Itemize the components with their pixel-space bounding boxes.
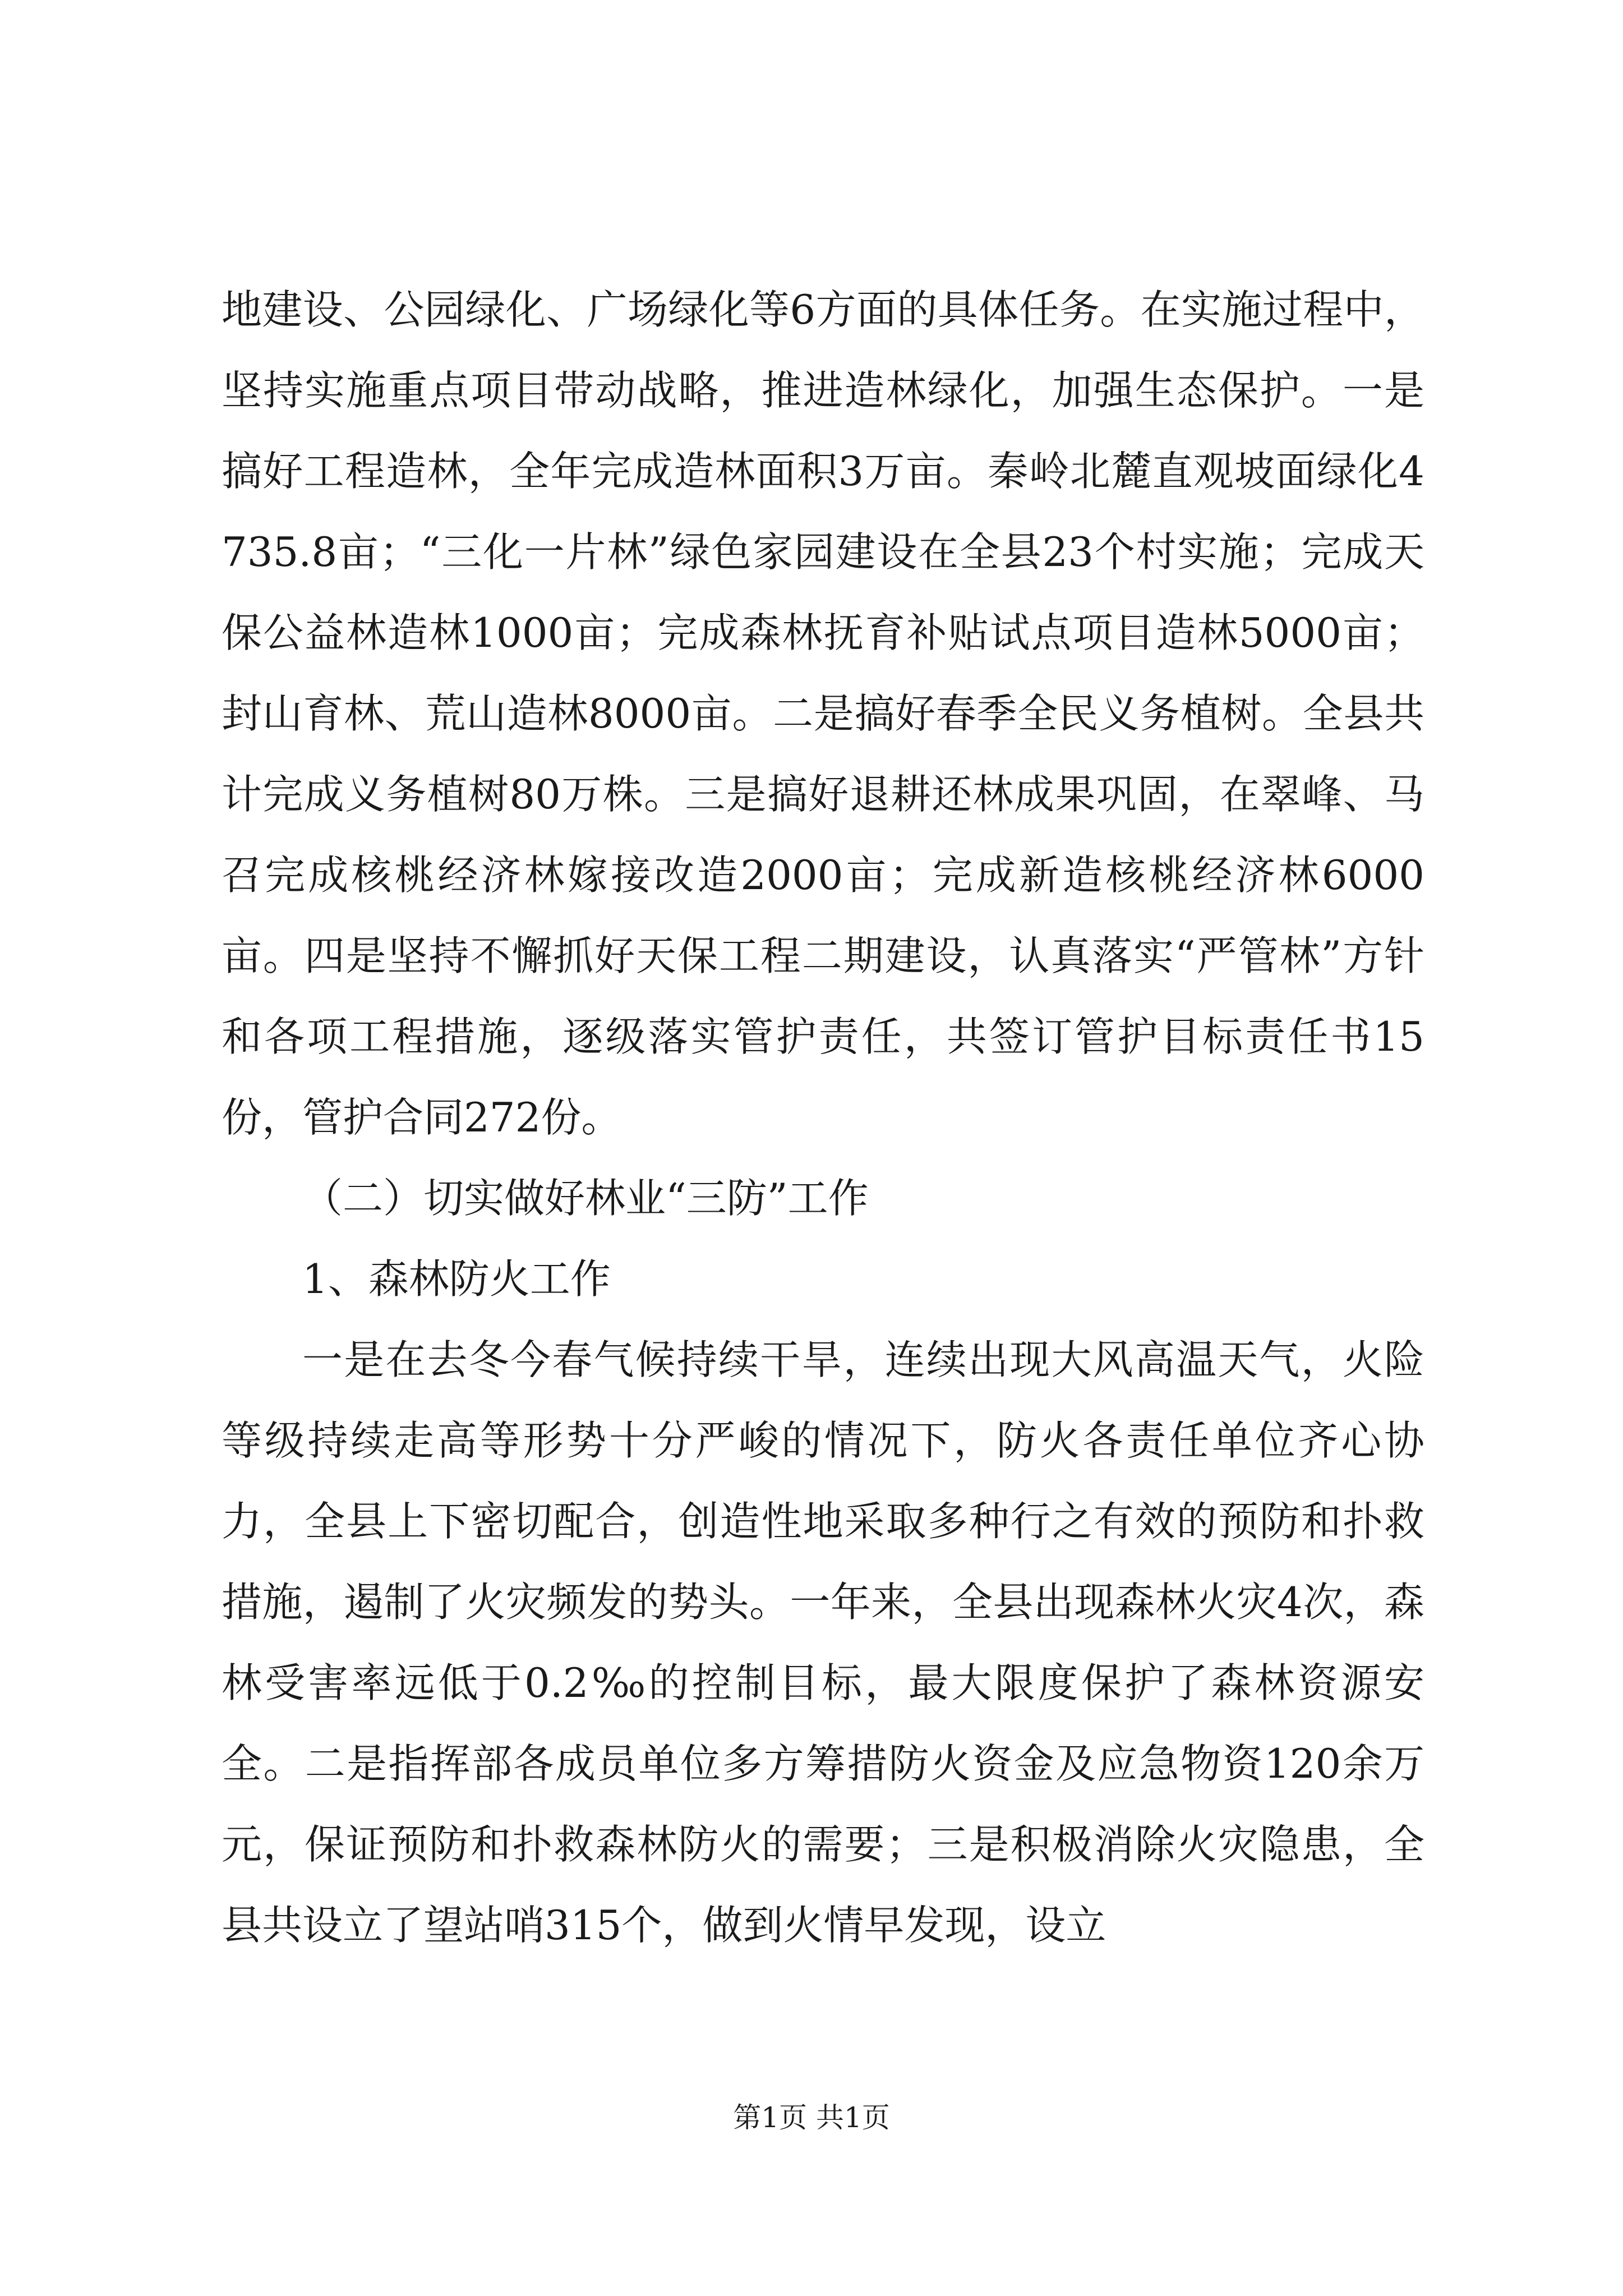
paragraph-fire-prevention: 一是在去冬今春气候持续干旱，连续出现大风高温天气，火险等级持续走高等形势十分严峻的情况下，防火各责任单位齐心协力，全县上下密切配合，创造性地采取多种行之有效的预防和扑救措施，遏制了火灾频发的势头。一年来，全县出现森林火灾4次，森林受害率远低于0.2‰的控制目标，最大限度保护了森林资源安全。二是指挥部各成员单位多方筹措防火资金及应急物资120余万元，保证预防和扑救森林防火的需要；三是积极消除火灾隐患，全县共设立了望站哨315个，做到火情早发现，设立: [222, 1336, 1424, 1949]
paragraph-afforestation: 地建设、公园绿化、广场绿化等6方面的具体任务。在实施过程中，坚持实施重点项目带动战略，推进造林绿化，加强生态保护。一是搞好工程造林，全年完成造林面积3万亩。秦岭北麓直观坡面绿化4735.8亩；“三化一片林”绿色家园建设在全县23个村实施；完成天保公益林造林1000亩；完成森林抚育补贴试点项目造林5000亩；封山育林、荒山造林8000亩。二是搞好春季全民义务植树。全县共计完成义务植树80万株。三是搞好退耕还林成果巩固，在翠峰、马召完成核桃经济林嫁接改造2000亩；完成新造核桃经济林6000亩。四是坚持不懈抓好天保工程二期建设，认真落实“严管林”方针和各项工程措施，逐级落实管护责任，共签订管护目标责任书15份，管护合同272份。: [222, 286, 1424, 1141]
subsection-heading-fire-prevention: 1、森林防火工作: [302, 1255, 611, 1303]
page-footer: 第1页 共1页: [733, 2101, 890, 2134]
document-body: [222, 269, 1424, 1966]
section-heading-three-prevention: （二）切实做好林业“三防”工作: [302, 1175, 869, 1222]
